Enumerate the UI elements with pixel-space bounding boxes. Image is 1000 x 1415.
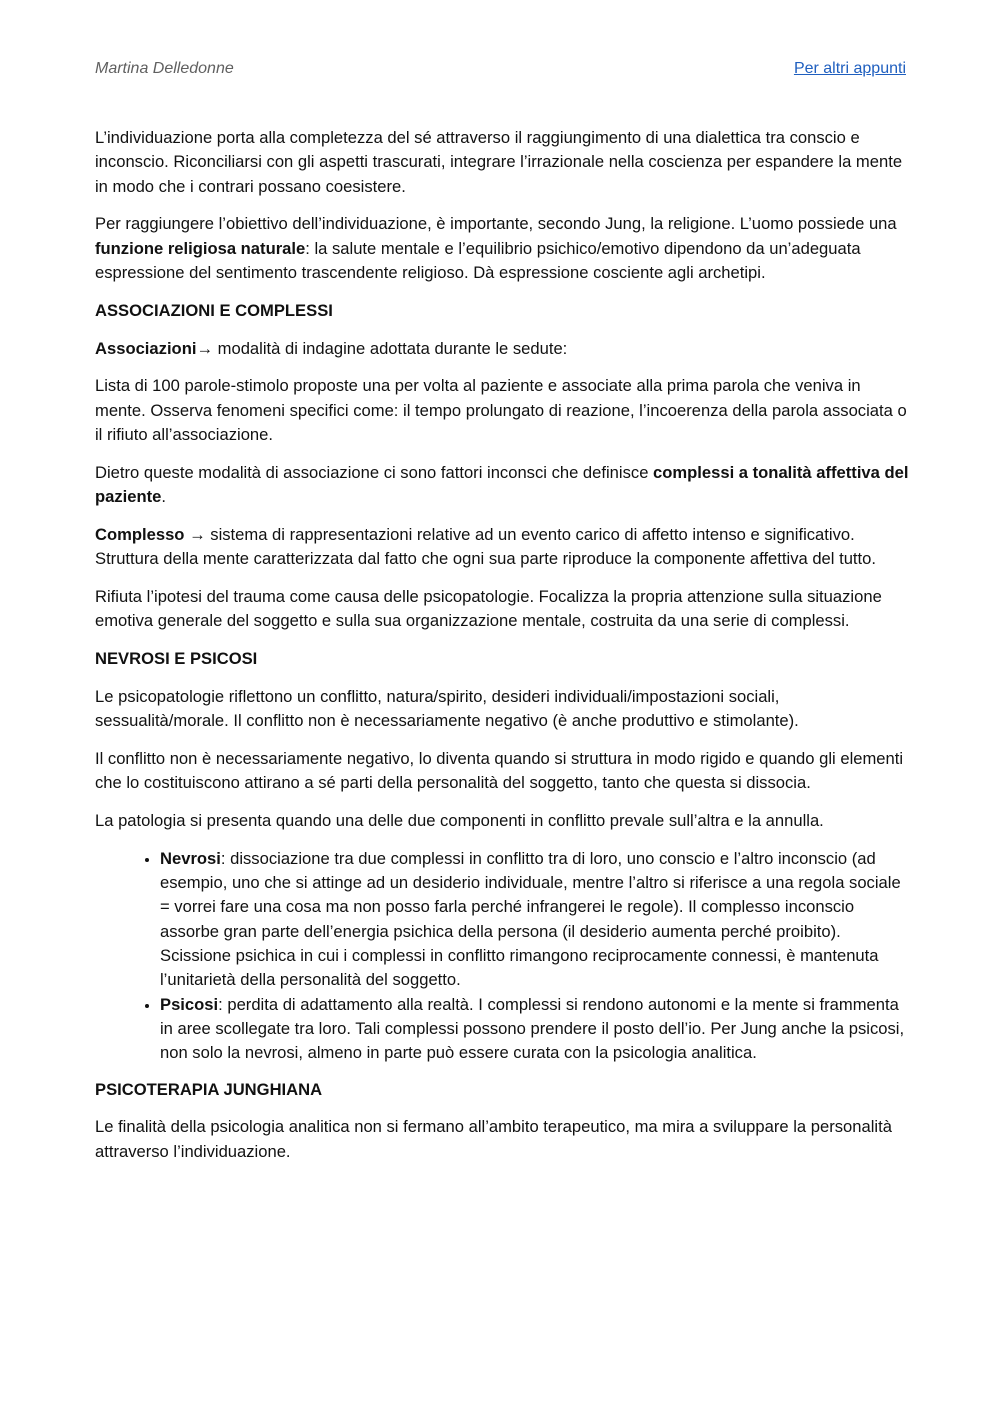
heading-associazioni: ASSOCIAZIONI E COMPLESSI <box>95 300 333 320</box>
text-run: : perdita di adattamento alla realtà. I complessi si rendono autonomi e la mente si frammenta in aree scollegate tra loro. Tali complessi possono prendere il posto dell’io. Per Jung anche la psicosi, non solo la nevrosi, almeno in parte può essere curata con la psicologia analitica. <box>160 994 905 1063</box>
text-run: Dietro queste modalità di associazione ci sono fattori inconsci che definisce <box>95 462 654 482</box>
text-run: modalità di indagine adottata durante le sedute: <box>213 338 568 358</box>
bold-term: Complesso <box>95 524 190 544</box>
bold-term: funzione religiosa naturale <box>95 238 306 258</box>
paragraph-lista: Lista di 100 parole-stimolo proposte una per volta al paziente e associate alla prima parola che veniva in mente. Osserva fenomeni specifici come: il tempo prolungato di reazione, l’incoerenza della parola associata o il rifiuto all’associazione. <box>95 376 907 444</box>
bold-term: Associazioni <box>95 338 197 358</box>
paragraph-conflitto: Il conflitto non è necessariamente negativo, lo diventa quando si struttura in modo rigido e quando gli elementi che lo costituiscono attirano a sé parti della personalità del soggetto, tanto che questa si dissocia. <box>95 748 904 793</box>
heading-nevrosi: NEVROSI E PSICOSI <box>95 649 258 669</box>
text-run: Per raggiungere l’obiettivo dell’individuazione, è importante, secondo Jung, la religione. L’uomo possiede una <box>95 214 897 234</box>
heading-psicoterapia: PSICOTERAPIA JUNGHIANA <box>95 1079 323 1099</box>
other-notes-link[interactable]: Per altri appunti <box>793 60 906 77</box>
text-run: . <box>161 487 167 507</box>
bold-term: Psicosi <box>160 994 219 1014</box>
arrow-icon: → <box>196 338 214 358</box>
list-item-psicosi <box>160 993 910 1066</box>
paragraph-religione <box>95 212 910 285</box>
paragraph-patologia: La patologia si presenta quando una delle due componenti in conflitto prevale sull’altra e la annulla. <box>95 811 824 831</box>
page-header <box>95 60 906 78</box>
document-body <box>95 126 910 1177</box>
paragraph-finalita: Le finalità della psicologia analitica non si fermano all’ambito terapeutico, ma mira a sviluppare la personalità attraverso l’individuazione. <box>95 1117 892 1161</box>
arrow-icon: → <box>189 524 206 544</box>
text-run: : dissociazione tra due complessi in conflitto tra di loro, uno conscio e l’altro inconscio (ad esempio, uno che si attinge ad un desiderio individuale, mentre l’altro si riferisce a una regola sociale = vorrei fare una cosa ma non posso farla perché infrangerei le regole). Il complesso inconscio assorbe gran parte dell’energia psichica della persona (il desiderio aumenta perché proibito). Scissione psichica in cui i complessi in conflitto rimangono reciprocamente connessi, è mantenuta l’unitarietà della personalità del soggetto. <box>160 848 901 990</box>
bold-term: complessi a tonalità affettiva del paziente <box>95 462 909 507</box>
paragraph-dietro <box>95 461 910 510</box>
text-run: sistema di rappresentazioni relative ad un evento carico di affetto intenso e significativo. Struttura della mente caratterizzata dal fatto che ogni sua parte riproduce la componente affettiva del tutto. <box>95 524 876 569</box>
bullet-list <box>95 847 910 1066</box>
author-name: Martina Delledonne <box>95 60 234 77</box>
paragraph-individuazione: L’individuazione porta alla completezza del sé attraverso il raggiungimento di una dialettica tra conscio e inconscio. Riconciliarsi con gli aspetti trascurati, integrare l’irrazionale nella coscienza per espandere la mente in modo che i contrari possano coesistere. <box>95 128 903 196</box>
bold-term: Nevrosi <box>160 848 221 868</box>
paragraph-complesso <box>95 523 910 572</box>
paragraph-psicopatologie: Le psicopatologie riflettono un conflitto, natura/spirito, desideri individuali/impostazioni sociali, sessualità/morale. Il conflitto non è necessariamente negativo (è anche produttivo e stimolante). <box>95 686 799 731</box>
text-run: : la salute mentale e l’equilibrio psichico/emotivo dipendono da un’adeguata espressione del sentimento trascendente religioso. Dà espressione cosciente agli archetipi. <box>95 238 861 282</box>
list-item-nevrosi <box>160 847 910 993</box>
paragraph-rifiuta: Rifiuta l’ipotesi del trauma come causa delle psicopatologie. Focalizza la propria attenzione sulla situazione emotiva generale del soggetto e sulla sua organizzazione mentale, costruita da una serie di complessi. <box>95 586 882 631</box>
paragraph-associazioni <box>95 337 910 361</box>
